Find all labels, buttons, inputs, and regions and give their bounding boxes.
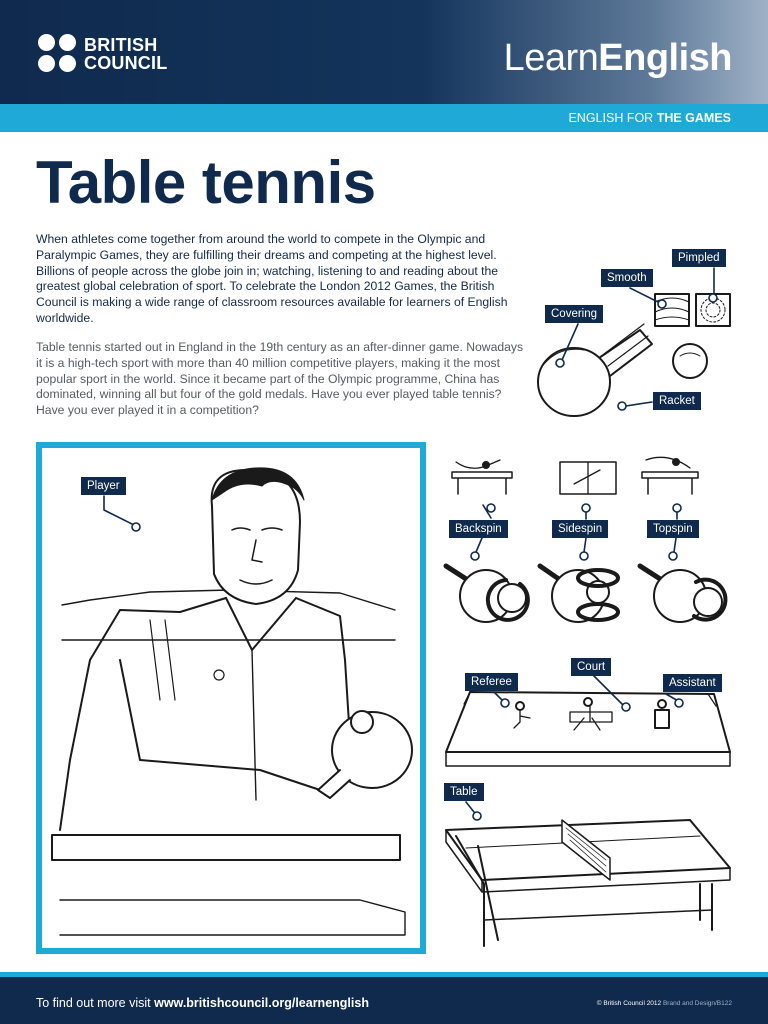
label-sidespin: Sidespin [552, 520, 608, 538]
table-drawing [446, 820, 730, 946]
label-backspin: Backspin [449, 520, 508, 538]
label-court: Court [571, 658, 611, 676]
label-covering: Covering [545, 305, 603, 323]
learnenglish-logo-bold: English [598, 37, 732, 79]
design-credit: Brand and Design/B122 [662, 1000, 732, 1007]
footer-url-link[interactable]: www.britishcouncil.org/learnenglish [154, 996, 369, 1010]
label-racket: Racket [653, 392, 701, 410]
page-title: Table tennis [36, 149, 376, 216]
player-drawing [52, 468, 412, 935]
label-table: Table [444, 783, 484, 801]
body-paragraph: Table tennis started out in England in the 19th century as an after-dinner game. Nowadays it is a high-tech sport with more than 40 million competitive players, making it the most popular sport in the world. Since it became part of the Olympic programme, China has dominated, winning all but four of the gold medals. Have you ever played table tennis? Have you ever played it in a competition? [36, 340, 524, 418]
label-player: Player [81, 477, 126, 495]
footer-prefix: To find out more visit [36, 996, 155, 1010]
label-topspin: Topspin [647, 520, 699, 538]
copyright-notice [597, 1000, 732, 1008]
intro-paragraph: When athletes come together from around the world to compete in the Olympic and Paralympic Games, they are fulfilling their dreams and competing at the highest level. Billions of people across the globe join in; watching, listening to and reading about the greatest global celebration of sport. To celebrate the London 2012 Games, the British Council is making a wide range of classroom resources available for learners of English worldwide. [36, 232, 508, 325]
brand-line-2: COUNCIL [84, 53, 168, 73]
label-referee: Referee [465, 673, 518, 691]
brand-line-1: BRITISH [84, 35, 158, 55]
footer [0, 972, 768, 1024]
court-drawing [446, 692, 730, 766]
label-assistant: Assistant [663, 674, 722, 692]
section-bar-emphasis: THE GAMES [656, 111, 731, 125]
label-smooth: Smooth [601, 269, 653, 287]
learnenglish-logo-light: Learn [503, 37, 599, 79]
section-bar-prefix: ENGLISH FOR [568, 111, 657, 125]
label-pimpled: Pimpled [672, 249, 726, 267]
copyright-text: © British Council 2012 [596, 1000, 662, 1007]
footer-text [36, 996, 369, 1011]
